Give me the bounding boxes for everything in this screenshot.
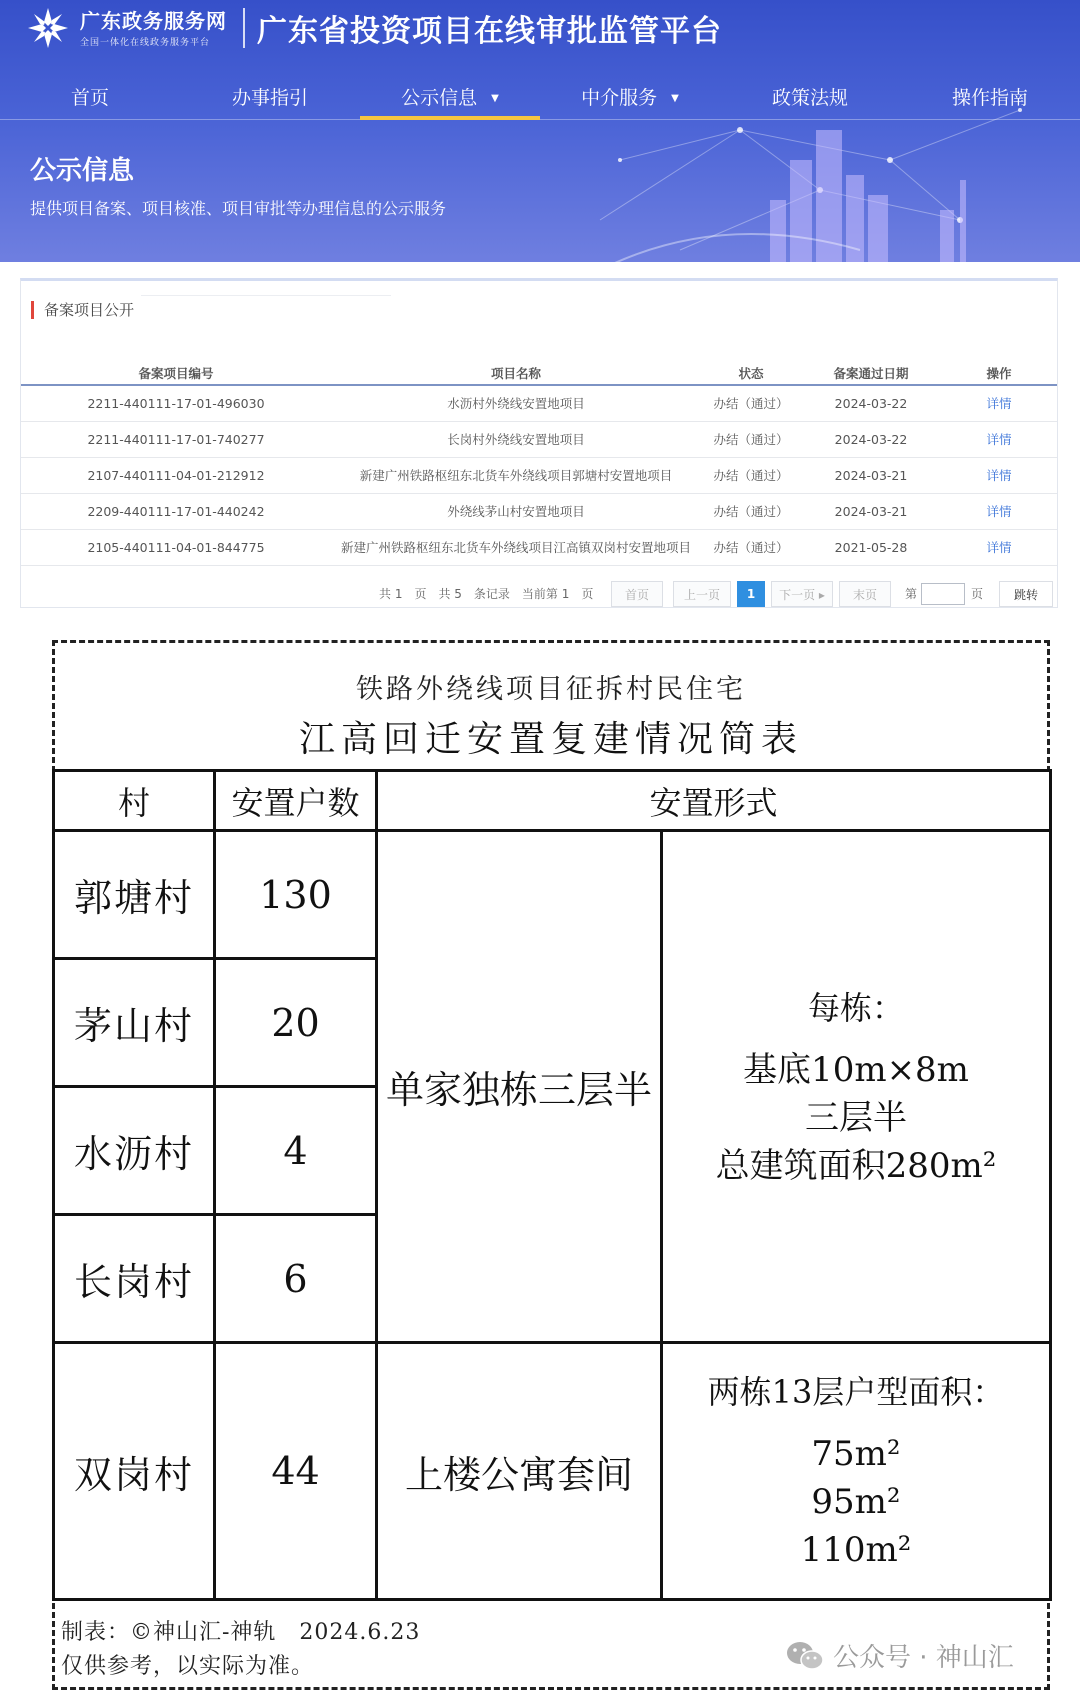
brand-divider	[243, 8, 245, 48]
household-count: 6	[213, 1213, 378, 1344]
table-row	[21, 529, 1057, 565]
records-panel	[20, 278, 1058, 608]
detail-link[interactable]: 详情	[941, 385, 1057, 421]
project-code: 2107-440111-04-01-212912	[21, 457, 331, 493]
project-name: 水沥村外绕线安置地项目	[331, 385, 701, 421]
project-status: 办结（通过）	[701, 529, 801, 565]
first-page-button[interactable]: 首页	[611, 581, 663, 607]
house-spec-line: 总建筑面积280m²	[715, 1145, 997, 1186]
project-date: 2024-03-21	[801, 457, 941, 493]
apartment-spec-line: 75m²	[811, 1434, 901, 1474]
house-spec-line: 三层半	[805, 1097, 907, 1138]
header-resettlement-form: 安置形式	[375, 769, 1052, 832]
sheet-subtitle: 铁路外绕线项目征拆村民住宅	[356, 674, 746, 705]
project-name: 新建广州铁路枢纽东北货车外绕线项目郭塘村安置地项目	[331, 457, 701, 493]
column-header: 备案通过日期	[801, 361, 941, 385]
panel-rule	[141, 295, 391, 296]
caret-down-icon: ▼	[671, 92, 679, 104]
goto-prefix: 第	[905, 587, 918, 601]
header-household-count: 安置户数	[213, 769, 378, 832]
brand-subtitle: 全国一体化在线政务服务平台	[80, 37, 211, 48]
table-row	[21, 457, 1057, 493]
prev-page-button[interactable]: 上一页	[673, 581, 731, 607]
records-table	[21, 361, 1057, 566]
village-name: 茅山村	[52, 957, 216, 1088]
panel-title: 备案项目公开	[31, 301, 134, 319]
nav-item-manual[interactable]: 操作指南	[951, 87, 1028, 109]
page-description: 提供项目备案、项目核准、项目审批等办理信息的公示服务	[30, 199, 447, 218]
sheet-disclaimer: 仅供参考，以实际为准。	[61, 1654, 315, 1679]
column-header: 项目名称	[331, 361, 701, 385]
brand[interactable]	[26, 6, 722, 50]
sheet-title: 江高回迁安置复建情况简表	[298, 719, 803, 760]
nav-item-agency-service[interactable]: 中介服务 ▼	[581, 87, 679, 109]
header-village: 村	[52, 769, 216, 832]
project-date: 2024-03-21	[801, 493, 941, 529]
table-row	[21, 421, 1057, 457]
wechat-icon	[785, 1640, 825, 1672]
household-count: 130	[213, 829, 378, 960]
header-banner	[0, 0, 1080, 262]
goto-suffix: 页	[971, 587, 984, 601]
nav-item-policy[interactable]: 政策法规	[771, 87, 848, 109]
detail-link[interactable]: 详情	[941, 457, 1057, 493]
resettlement-form-apartment: 上楼公寓套间	[375, 1341, 663, 1601]
project-status: 办结（通过）	[701, 385, 801, 421]
village-name: 郭塘村	[52, 829, 216, 960]
watermark	[785, 1637, 1014, 1674]
project-code: 2105-440111-04-01-844775	[21, 529, 331, 565]
pagination	[21, 581, 1057, 607]
main-nav	[0, 76, 1080, 120]
nav-item-public-info[interactable]: 公示信息 ▼	[360, 76, 540, 119]
page-heading: 公示信息	[30, 156, 135, 186]
project-date: 2024-03-22	[801, 385, 941, 421]
detail-link[interactable]: 详情	[941, 493, 1057, 529]
village-name: 双岗村	[52, 1341, 216, 1601]
household-count: 4	[213, 1085, 378, 1216]
watermark-text: 公众号 · 神山汇	[833, 1643, 1014, 1673]
brand-name: 广东政务服务网	[80, 8, 227, 33]
resettlement-form-house: 单家独栋三层半	[375, 829, 663, 1344]
project-date: 2024-03-22	[801, 421, 941, 457]
last-page-button[interactable]: 末页	[839, 581, 891, 607]
house-spec-label: 每栋：	[807, 988, 904, 1027]
column-header: 状态	[701, 361, 801, 385]
apartment-spec-line: 110m²	[800, 1530, 912, 1570]
gd-gov-logo-icon	[26, 6, 70, 50]
table-row	[21, 493, 1057, 529]
city-skyline-decoration-icon	[560, 100, 1080, 262]
apartment-spec-line: 95m²	[811, 1482, 901, 1522]
project-code: 2211-440111-17-01-496030	[21, 385, 331, 421]
village-name: 水沥村	[52, 1085, 216, 1216]
sheet-credit: 制表：©神山汇-神轨 2024.6.23	[61, 1620, 421, 1645]
column-header: 操作	[941, 361, 1057, 385]
project-name: 外绕线茅山村安置地项目	[331, 493, 701, 529]
household-count: 44	[213, 1341, 378, 1601]
platform-title: 广东省投资项目在线审批监管平台	[257, 14, 722, 49]
project-code: 2209-440111-17-01-440242	[21, 493, 331, 529]
detail-link[interactable]: 详情	[941, 529, 1057, 565]
caret-down-icon: ▼	[491, 92, 499, 104]
detail-link[interactable]: 详情	[941, 421, 1057, 457]
project-code: 2211-440111-17-01-740277	[21, 421, 331, 457]
summary-sheet	[52, 640, 1050, 1690]
resettlement-table	[55, 769, 1049, 1601]
project-status: 办结（通过）	[701, 493, 801, 529]
project-name: 新建广州铁路枢纽东北货车外绕线项目江高镇双岗村安置地项目	[331, 529, 701, 565]
apartment-spec	[660, 1341, 1052, 1601]
nav-item-home[interactable]: 首页	[70, 87, 109, 109]
goto-button[interactable]: 跳转	[999, 581, 1053, 607]
next-page-button[interactable]: 下一页 ▸	[771, 581, 833, 607]
project-name: 长岗村外绕线安置地项目	[331, 421, 701, 457]
house-spec	[660, 829, 1052, 1344]
household-count: 20	[213, 957, 378, 1088]
current-page-button[interactable]: 1	[737, 581, 765, 607]
goto-page-input[interactable]	[921, 583, 965, 605]
project-date: 2021-05-28	[801, 529, 941, 565]
project-status: 办结（通过）	[701, 457, 801, 493]
pager-summary: 共 1 页 共 5 条记录 当前第 1 页	[379, 587, 594, 601]
nav-item-guide[interactable]: 办事指引	[231, 87, 308, 109]
village-name: 长岗村	[52, 1213, 216, 1344]
column-header: 备案项目编号	[21, 361, 331, 385]
project-status: 办结（通过）	[701, 421, 801, 457]
house-spec-line: 基底10m×8m	[743, 1049, 969, 1090]
table-header-row	[21, 361, 1057, 385]
table-row	[21, 385, 1057, 421]
apartment-spec-label: 两栋13层户型面积：	[707, 1373, 1005, 1411]
